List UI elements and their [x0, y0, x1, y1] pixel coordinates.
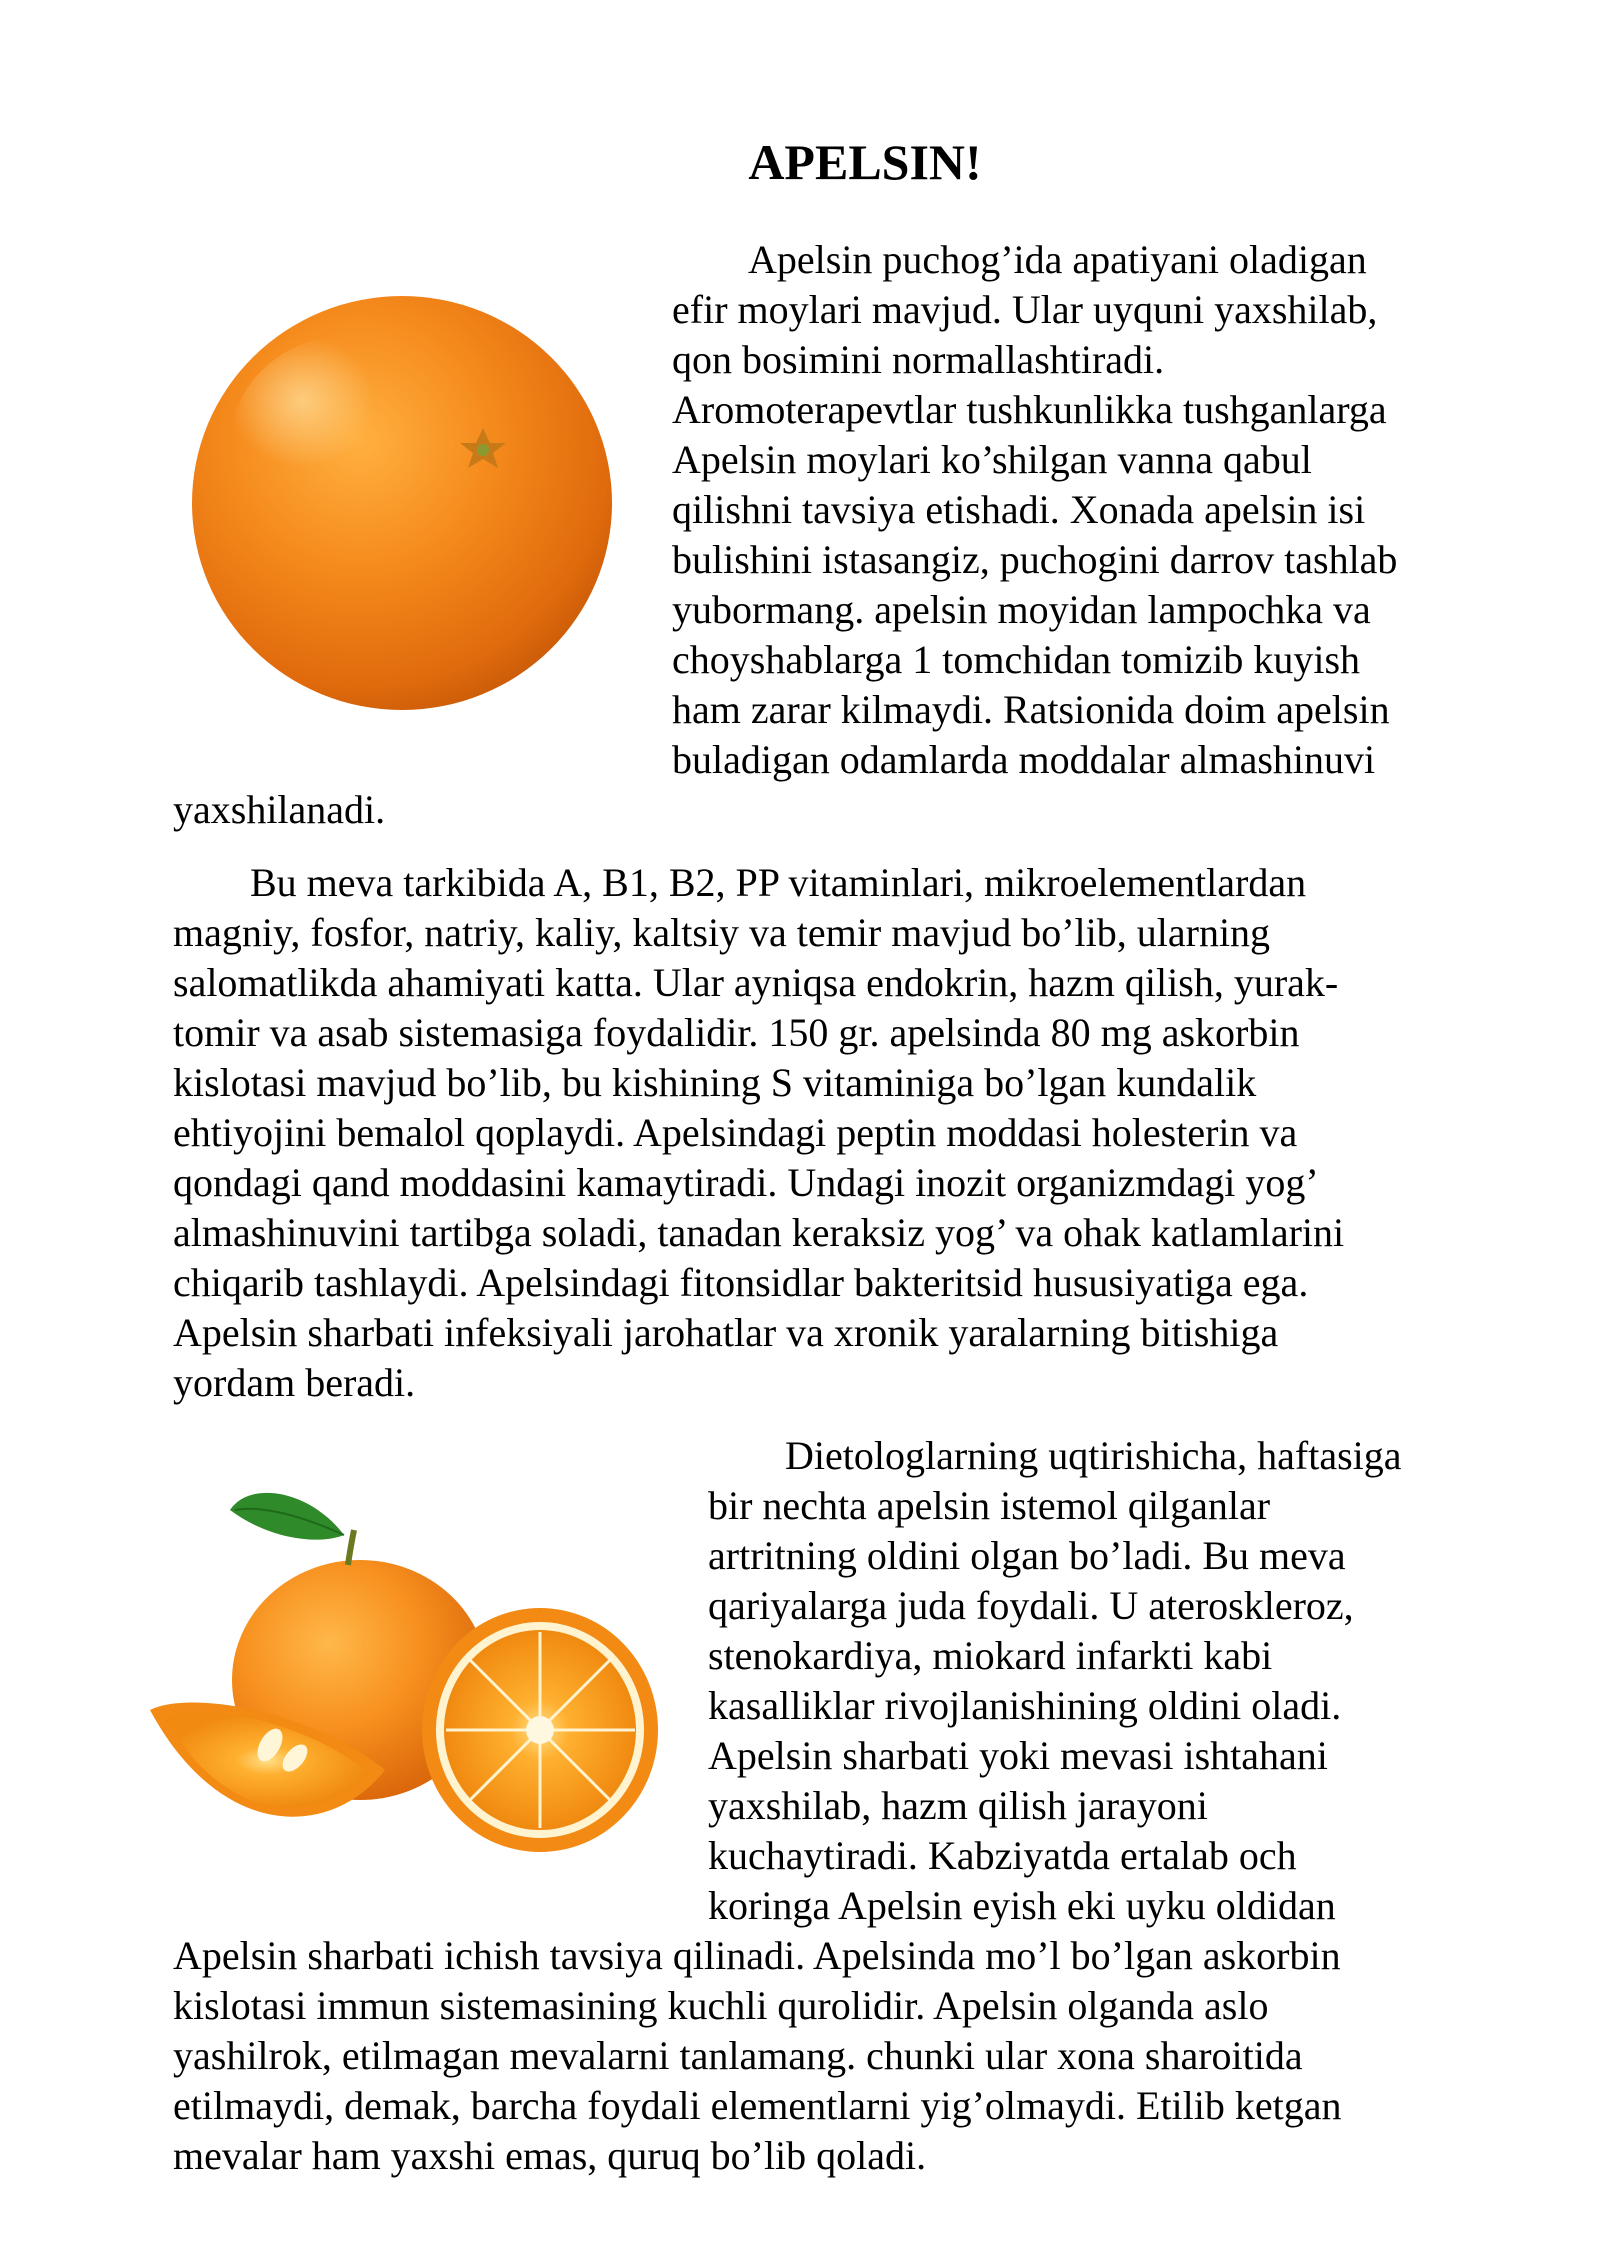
- section3-line: Apelsin sharbati ichish tavsiya qilinadi. Apelsinda mo’l bo’lgan askorbin: [173, 1933, 1341, 1978]
- section1-line: Apelsin puchog’ida apatiyani oladigan: [748, 237, 1367, 282]
- section3-line: kislotasi immun sistemasining kuchli qurolidir. Apelsin olganda aslo: [173, 1983, 1269, 2028]
- section1-line: ham zarar kilmaydi. Ratsionida doim apelsin: [672, 687, 1390, 732]
- whole-orange-image: [180, 285, 620, 725]
- section3-line: bir nechta apelsin istemol qilganlar: [708, 1483, 1271, 1528]
- section1-line: choyshablarga 1 tomchidan tomizib kuyish: [672, 637, 1361, 682]
- section1-line: yaxshilanadi.: [173, 787, 386, 832]
- section2-line: salomatlikda ahamiyati katta. Ular ayniqsa endokrin, hazm qilish, yurak-: [173, 960, 1339, 1005]
- section1-line: Apelsin moylari ko’shilgan vanna qabul: [672, 437, 1312, 482]
- section3-line: stenokardiya, miokard infarkti kabi: [708, 1633, 1273, 1678]
- section2-line: qondagi qand moddasini kamaytiradi. Undagi inozit organizmdagi yog’: [173, 1160, 1319, 1205]
- section1-line: buladigan odamlarda moddalar almashinuvi: [672, 737, 1376, 782]
- section2-line: tomir va asab sistemasiga foydalidir. 150 gr. apelsinda 80 mg askorbin: [173, 1010, 1300, 1055]
- section1-line: yubormang. apelsin moyidan lampochka va: [672, 587, 1371, 632]
- section2-line: chiqarib tashlaydi. Apelsindagi fitonsidlar bakteritsid hususiyatiga ega.: [173, 1260, 1309, 1305]
- orange-slices-image: [130, 1440, 680, 1920]
- section2-line: ehtiyojini bemalol qoplaydi. Apelsindagi peptin moddasi holesterin va: [173, 1110, 1298, 1155]
- section2-line: almashinuvini tartibga soladi, tanadan keraksiz yog’ va ohak katlamlarini: [173, 1210, 1345, 1255]
- section2-line: magniy, fosfor, natriy, kaliy, kaltsiy va temir mavjud bo’lib, ularning: [173, 910, 1271, 955]
- section1-line: efir moylari mavjud. Ular uyquni yaxshilab,: [672, 287, 1378, 332]
- section3-line: kasalliklar rivojlanishining oldini oladi.: [708, 1683, 1342, 1728]
- section1-line: qon bosimini normallashtiradi.: [672, 337, 1165, 382]
- section2-line: yordam beradi.: [173, 1360, 416, 1405]
- section3-line: kuchaytiradi. Kabziyatda ertalab och: [708, 1833, 1297, 1878]
- section1-line: qilishni tavsiya etishadi. Xonada apelsin isi: [672, 487, 1366, 532]
- page-title: APELSIN!: [748, 134, 982, 190]
- section3-line: qariyalarga juda foydali. U ateroskleroz,: [708, 1583, 1354, 1628]
- section3-line: koringa Apelsin eyish eki uyku oldidan: [708, 1883, 1336, 1928]
- section3-line: yaxshilab, hazm qilish jarayoni: [708, 1783, 1208, 1828]
- section2-line: Apelsin sharbati infeksiyali jarohatlar va xronik yaralarning bitishiga: [173, 1310, 1279, 1355]
- section1-line: bulishini istasangiz, puchogini darrov tashlab: [672, 537, 1398, 582]
- section3-line: mevalar ham yaxshi emas, quruq bo’lib qoladi.: [173, 2133, 927, 2178]
- section3-line: artritning oldini olgan bo’ladi. Bu meva: [708, 1533, 1346, 1578]
- section3-line: Dietologlarning uqtirishicha, haftasiga: [785, 1433, 1402, 1478]
- section2-line: kislotasi mavjud bo’lib, bu kishining S vitaminiga bo’lgan kundalik: [173, 1060, 1257, 1105]
- section2-line: Bu meva tarkibida A, B1, B2, PP vitaminlari, mikroelementlardan: [250, 860, 1307, 905]
- section3-line: Apelsin sharbati yoki mevasi ishtahani: [708, 1733, 1328, 1778]
- section1-line: Aromoterapevtlar tushkunlikka tushganlarga: [672, 387, 1387, 432]
- section3-line: yashilrok, etilmagan mevalarni tanlamang. chunki ular xona sharoitida: [173, 2033, 1303, 2078]
- section3-line: etilmaydi, demak, barcha foydali elementlarni yig’olmaydi. Etilib ketgan: [173, 2083, 1342, 2128]
